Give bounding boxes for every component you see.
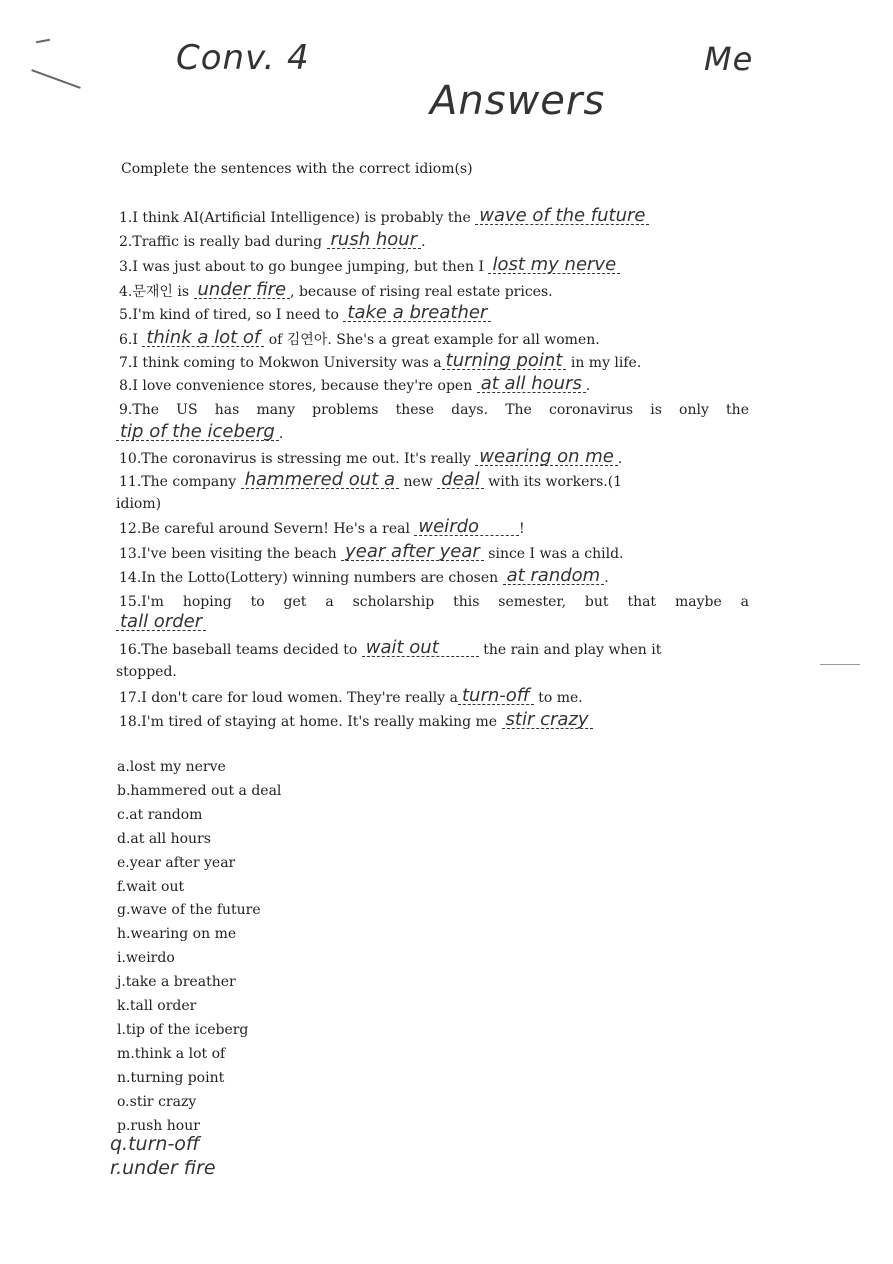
- option-item: a.lost my nerve: [117, 759, 226, 775]
- question-text-after: !: [519, 521, 525, 537]
- question-text: 16.The baseball teams decided to: [119, 642, 358, 658]
- question-text: 11.The company: [119, 474, 237, 490]
- answer-blank: at all hours: [477, 376, 586, 393]
- question-text-after: .: [278, 426, 284, 442]
- question-text-after: in my life.: [570, 355, 642, 371]
- question-11-continued: [116, 495, 161, 513]
- question-9-continued: [116, 421, 284, 443]
- question-text-after: the rain and play when it: [483, 642, 662, 658]
- question-text: 13.I've been visiting the beach: [119, 546, 337, 562]
- pen-mark: [31, 69, 81, 89]
- question-6: [119, 327, 749, 349]
- question-text-after: of 김연아. She's a great example for all women.: [268, 332, 600, 348]
- answer-blank: rush hour: [327, 232, 422, 249]
- class-label: Conv. 4: [176, 38, 310, 78]
- question-9: [119, 401, 749, 419]
- question-text: 2.Traffic is really bad during: [119, 234, 323, 250]
- question-text: 1.I think AI(Artificial Intelligence) is probably the: [119, 210, 471, 226]
- option-item: k.tall order: [117, 998, 197, 1014]
- question-16: [119, 637, 749, 659]
- answer-blank: under fire: [194, 282, 291, 299]
- question-text-after: since I was a child.: [488, 546, 624, 562]
- answer-blank: wave of the future: [475, 208, 649, 225]
- question-15: [119, 593, 749, 611]
- question-11: [119, 469, 749, 491]
- question-text: 12.Be careful around Severn! He's a real: [119, 521, 410, 537]
- option-item: h.wearing on me: [117, 926, 237, 943]
- question-16-continued: [116, 663, 177, 681]
- question-text: 10.The coronavirus is stressing me out. It's really: [119, 451, 471, 467]
- page-title: Answers: [430, 78, 606, 124]
- answer-blank: deal: [437, 472, 484, 489]
- answer-blank: turn-off: [458, 688, 534, 705]
- option-item: i.weirdo: [117, 950, 175, 967]
- question-text-after: .: [585, 378, 591, 394]
- option-item: f.wait out: [117, 878, 185, 895]
- option-item: e.year after year: [117, 854, 236, 871]
- question-text-after: with its workers.(1: [488, 474, 623, 490]
- option-item: j.take a breather: [117, 974, 236, 991]
- pen-mark: [36, 39, 50, 43]
- question-2: [119, 229, 749, 251]
- question-text: 3.I was just about to go bungee jumping, but then I: [119, 259, 485, 275]
- answer-blank: lost my nerve: [488, 257, 620, 274]
- question-12: [119, 516, 749, 538]
- question-14: [119, 565, 749, 587]
- question-text: 9.The US has many problems these days. The coronavirus is only the: [119, 402, 749, 418]
- answer-blank: wearing on me: [475, 449, 618, 466]
- question-7: [119, 350, 749, 372]
- answer-blank: year after year: [341, 544, 484, 561]
- question-text: 7.I think coming to Mokwon University was a: [119, 355, 442, 371]
- question-17: [119, 685, 749, 707]
- answer-blank: tip of the iceberg: [116, 424, 279, 441]
- question-text: 18.I'm tired of staying at home. It's really making me: [119, 714, 498, 730]
- question-text-after: .: [421, 234, 426, 250]
- question-15-continued: [116, 611, 206, 633]
- answer-blank: think a lot of: [142, 330, 264, 347]
- instructions: Complete the sentences with the correct idiom(s): [121, 161, 473, 177]
- option-item: m.think a lot of: [117, 1045, 226, 1062]
- answer-blank: tall order: [116, 614, 206, 631]
- option-item: p.rush hour: [117, 1117, 200, 1134]
- option-item: g.wave of the future: [117, 902, 261, 919]
- question-text-after: stopped.: [116, 664, 177, 680]
- handwritten-option-item: q.turn-off: [110, 1133, 200, 1155]
- option-item: n.turning point: [117, 1069, 225, 1086]
- question-13: [119, 541, 749, 563]
- answer-blank: stir crazy: [502, 712, 593, 729]
- pen-mark: [820, 664, 860, 665]
- answer-blank: weirdo: [414, 519, 519, 536]
- answer-blank: wait out: [362, 640, 479, 657]
- option-item: d.at all hours: [117, 830, 211, 847]
- option-item: l.tip of the iceberg: [117, 1021, 249, 1038]
- question-text-middle: new: [403, 474, 433, 490]
- student-name: Me: [704, 40, 754, 78]
- handwritten-option-item: r.under fire: [110, 1157, 216, 1179]
- question-text-after: .: [604, 570, 609, 586]
- option-item: b.hammered out a deal: [117, 782, 282, 799]
- answer-blank: hammered out a: [241, 472, 399, 489]
- question-text-after: to me.: [538, 690, 583, 706]
- question-text: 17.I don't care for loud women. They're really a: [119, 690, 458, 706]
- question-text-after: .: [617, 451, 623, 467]
- question-text: 15.I'm hoping to get a scholarship this semester, but that maybe a: [119, 594, 749, 610]
- option-item: o.stir crazy: [117, 1093, 197, 1110]
- question-text-after: , because of rising real estate prices.: [290, 284, 553, 300]
- option-item: c.at random: [117, 806, 203, 823]
- answer-blank: take a breather: [343, 305, 491, 322]
- question-text-after: idiom): [116, 496, 162, 512]
- question-4: [119, 279, 749, 301]
- question-text: 5.I'm kind of tired, so I need to: [119, 307, 339, 323]
- question-18: [119, 709, 749, 731]
- question-text: 8.I love convenience stores, because they're open: [119, 378, 473, 394]
- question-5: [119, 302, 749, 324]
- question-8: [119, 373, 749, 395]
- question-text: 4.문재인 is: [119, 284, 190, 300]
- question-text: 6.I: [119, 332, 138, 348]
- question-10: [119, 446, 749, 468]
- question-3: [119, 254, 749, 276]
- question-1: [119, 205, 749, 227]
- answer-blank: at random: [503, 568, 605, 585]
- answer-blank: turning point: [442, 353, 567, 370]
- question-text: 14.In the Lotto(Lottery) winning numbers are chosen: [119, 570, 499, 586]
